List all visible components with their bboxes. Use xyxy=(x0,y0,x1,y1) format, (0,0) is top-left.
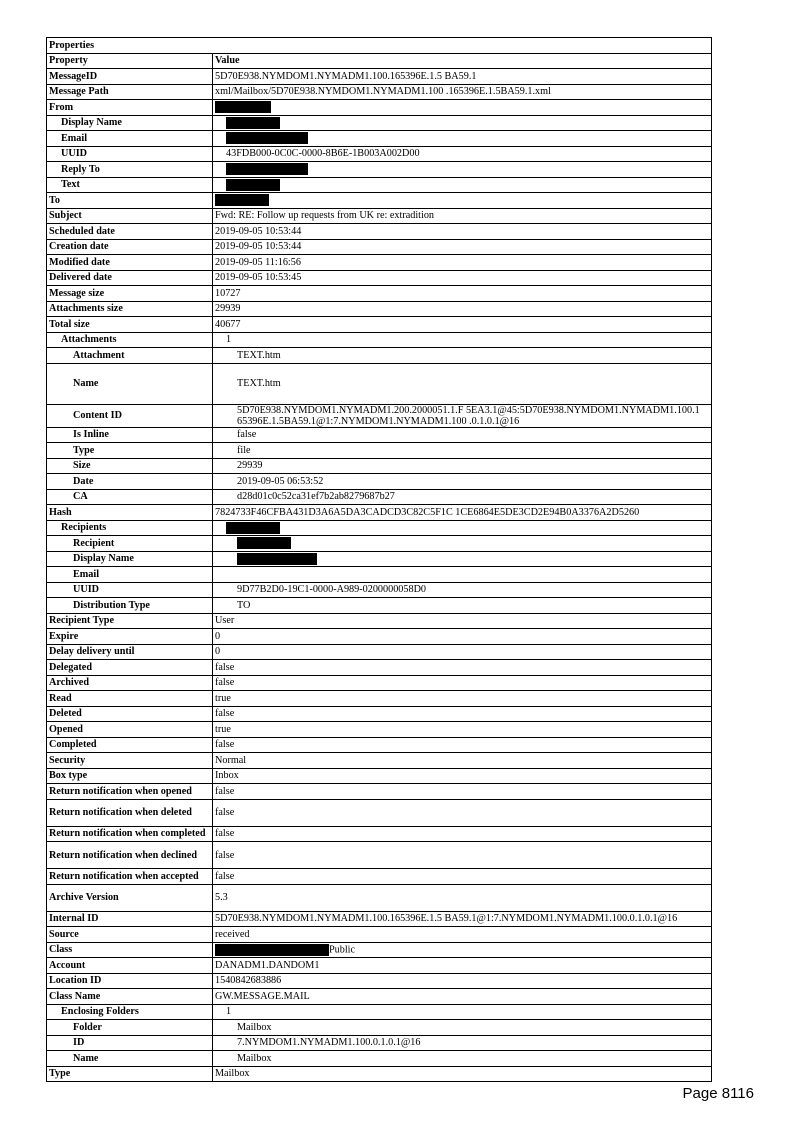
table-row xyxy=(47,317,712,333)
property-value: 40677 xyxy=(213,317,712,333)
property-value: d28d01c0c52ca31ef7b2ab8279687b27 xyxy=(213,489,712,505)
table-row xyxy=(47,799,712,826)
table-row xyxy=(47,613,712,629)
table-row xyxy=(47,737,712,753)
property-value: false xyxy=(213,799,712,826)
table-row xyxy=(47,1066,712,1082)
table-row xyxy=(47,474,712,490)
property-name: Class xyxy=(47,942,213,958)
property-name: Scheduled date xyxy=(47,224,213,240)
table-row xyxy=(47,942,712,958)
property-name: Text xyxy=(47,177,213,193)
property-name: Delivered date xyxy=(47,270,213,286)
property-name: Archived xyxy=(47,675,213,691)
property-name: Message Path xyxy=(47,84,213,100)
table-row xyxy=(47,208,712,224)
table-row xyxy=(47,100,712,116)
property-value: false xyxy=(213,706,712,722)
property-name: UUID xyxy=(47,582,213,598)
property-value: 0 xyxy=(213,629,712,645)
table-row xyxy=(47,536,712,552)
property-value: 5.3 xyxy=(213,884,712,911)
property-name: Attachments size xyxy=(47,301,213,317)
property-name: Creation date xyxy=(47,239,213,255)
page-number: Page 8116 xyxy=(682,1085,754,1102)
property-name: CA xyxy=(47,489,213,505)
property-name: Is Inline xyxy=(47,427,213,443)
property-value: 2019-09-05 10:53:45 xyxy=(213,270,712,286)
table-row xyxy=(47,826,712,842)
property-name: Name xyxy=(47,1051,213,1067)
property-value: Mailbox xyxy=(213,1020,712,1036)
property-value: DANADM1.DANDOM1 xyxy=(213,958,712,974)
redacted-value xyxy=(213,193,712,209)
redaction-box xyxy=(226,522,280,534)
table-row xyxy=(47,177,712,193)
table-row xyxy=(47,675,712,691)
property-value: TO xyxy=(213,598,712,614)
property-value: false xyxy=(213,784,712,800)
property-name: Return notification when deleted xyxy=(47,799,213,826)
property-value: GW.MESSAGE.MAIL xyxy=(213,989,712,1005)
redaction-box xyxy=(226,117,280,129)
property-value: 29939 xyxy=(213,458,712,474)
property-name: Return notification when opened xyxy=(47,784,213,800)
table-row xyxy=(47,869,712,885)
property-name: Modified date xyxy=(47,255,213,271)
property-value: 5D70E938.NYMDOM1.NYMADM1.100.165396E.1.5 BA59.1@1:7.NYMDOM1.NYMADM1.100.0.1.0.1@16 xyxy=(213,911,712,927)
table-row xyxy=(47,332,712,348)
property-value: TEXT.htm xyxy=(213,348,712,364)
table-row xyxy=(47,505,712,521)
table-row xyxy=(47,255,712,271)
column-header-value: Value xyxy=(213,53,712,69)
property-name: Reply To xyxy=(47,162,213,178)
property-value: 43FDB000-0C0C-0000-8B6E-1B003A002D00 xyxy=(213,146,712,162)
property-value: received xyxy=(213,927,712,943)
property-value: false xyxy=(213,737,712,753)
table-row xyxy=(47,1020,712,1036)
property-value xyxy=(213,567,712,583)
property-name: Account xyxy=(47,958,213,974)
table-row xyxy=(47,224,712,240)
table-row xyxy=(47,691,712,707)
table-row xyxy=(47,989,712,1005)
redacted-value xyxy=(213,100,712,116)
property-value-text: Public xyxy=(329,944,356,956)
property-name: Return notification when completed xyxy=(47,826,213,842)
property-value: Fwd: RE: Follow up requests from UK re: extradition xyxy=(213,208,712,224)
property-name: Content ID xyxy=(47,404,213,427)
property-name: Attachment xyxy=(47,348,213,364)
table-row xyxy=(47,911,712,927)
table-row xyxy=(47,644,712,660)
property-name: Name xyxy=(47,363,213,404)
property-name: Internal ID xyxy=(47,911,213,927)
redaction-box xyxy=(226,163,308,175)
property-name: Class Name xyxy=(47,989,213,1005)
property-name: Return notification when declined xyxy=(47,842,213,869)
property-name: Delay delivery until xyxy=(47,644,213,660)
property-name: Subject xyxy=(47,208,213,224)
table-header-row xyxy=(47,53,712,69)
table-title: Properties xyxy=(47,38,712,54)
property-value: true xyxy=(213,722,712,738)
property-value: false xyxy=(213,427,712,443)
redacted-value xyxy=(213,551,712,567)
table-row xyxy=(47,404,712,427)
property-name: Total size xyxy=(47,317,213,333)
table-row xyxy=(47,131,712,147)
property-value: 1 xyxy=(213,1004,712,1020)
property-value: 9D77B2D0-19C1-0000-A989-0200000058D0 xyxy=(213,582,712,598)
property-name: Recipient Type xyxy=(47,613,213,629)
properties-table xyxy=(46,37,712,1082)
table-row xyxy=(47,598,712,614)
property-name: Email xyxy=(47,131,213,147)
property-value: 7.NYMDOM1.NYMADM1.100.0.1.0.1@16 xyxy=(213,1035,712,1051)
redaction-box xyxy=(215,944,329,956)
property-name: Type xyxy=(47,1066,213,1082)
table-row xyxy=(47,458,712,474)
table-row xyxy=(47,115,712,131)
redacted-value xyxy=(213,115,712,131)
property-name: Opened xyxy=(47,722,213,738)
property-value: Normal xyxy=(213,753,712,769)
property-value: false xyxy=(213,842,712,869)
redaction-box xyxy=(226,179,280,191)
table-row xyxy=(47,958,712,974)
property-name: Delegated xyxy=(47,660,213,676)
property-name: Expire xyxy=(47,629,213,645)
table-row xyxy=(47,768,712,784)
property-value: file xyxy=(213,443,712,459)
property-name: Hash xyxy=(47,505,213,521)
property-name: Box type xyxy=(47,768,213,784)
property-value: Mailbox xyxy=(213,1066,712,1082)
property-name: ID xyxy=(47,1035,213,1051)
property-value: false xyxy=(213,660,712,676)
table-row xyxy=(47,146,712,162)
property-name: To xyxy=(47,193,213,209)
property-name: Return notification when accepted xyxy=(47,869,213,885)
table-row xyxy=(47,270,712,286)
property-value: 2019-09-05 06:53:52 xyxy=(213,474,712,490)
table-row xyxy=(47,1035,712,1051)
property-value: false xyxy=(213,869,712,885)
table-row xyxy=(47,582,712,598)
redacted-value xyxy=(213,177,712,193)
table-row xyxy=(47,69,712,85)
property-name: Folder xyxy=(47,1020,213,1036)
table-row xyxy=(47,489,712,505)
property-value: 0 xyxy=(213,644,712,660)
table-row xyxy=(47,239,712,255)
property-value: false xyxy=(213,826,712,842)
property-name: UUID xyxy=(47,146,213,162)
table-row xyxy=(47,443,712,459)
table-row xyxy=(47,842,712,869)
property-name: Completed xyxy=(47,737,213,753)
table-row xyxy=(47,301,712,317)
property-name: Location ID xyxy=(47,973,213,989)
property-value: 7824733F46CFBA431D3A6A5DA3CADCD3C82C5F1C 1CE6864E5DE3CD2E94B0A3376A2D5260 xyxy=(213,505,712,521)
property-name: Email xyxy=(47,567,213,583)
property-value: 5D70E938.NYMDOM1.NYMADM1.200.2000051.1.F 5EA3.1@45:5D70E938.NYMDOM1.NYMADM1.100.1 65396E.1.5BA59.1@1:7.NYMDOM1.NYMADM1.100 .0.1.0.1@16 xyxy=(213,404,712,427)
property-value: 2019-09-05 10:53:44 xyxy=(213,239,712,255)
table-row xyxy=(47,520,712,536)
table-row xyxy=(47,162,712,178)
property-name: Archive Version xyxy=(47,884,213,911)
property-name: Date xyxy=(47,474,213,490)
table-row xyxy=(47,629,712,645)
redaction-box xyxy=(226,132,308,144)
redacted-value xyxy=(213,520,712,536)
redaction-box xyxy=(237,537,291,549)
table-row xyxy=(47,1051,712,1067)
table-row xyxy=(47,784,712,800)
column-header-property: Property xyxy=(47,53,213,69)
redaction-box xyxy=(215,194,269,206)
property-name: From xyxy=(47,100,213,116)
property-name: Size xyxy=(47,458,213,474)
table-row xyxy=(47,551,712,567)
table-row xyxy=(47,427,712,443)
property-value: User xyxy=(213,613,712,629)
property-value: Mailbox xyxy=(213,1051,712,1067)
property-name: Recipients xyxy=(47,520,213,536)
redacted-value xyxy=(213,536,712,552)
property-name: Deleted xyxy=(47,706,213,722)
table-row xyxy=(47,567,712,583)
property-value: xml/Mailbox/5D70E938.NYMDOM1.NYMADM1.100 .165396E.1.5BA59.1.xml xyxy=(213,84,712,100)
table-row xyxy=(47,927,712,943)
property-value: 2019-09-05 11:16:56 xyxy=(213,255,712,271)
redacted-value xyxy=(213,131,712,147)
property-value: 10727 xyxy=(213,286,712,302)
redaction-box xyxy=(237,553,317,565)
property-name: Display Name xyxy=(47,551,213,567)
property-value: TEXT.htm xyxy=(213,363,712,404)
property-value: true xyxy=(213,691,712,707)
property-name: Recipient xyxy=(47,536,213,552)
table-row xyxy=(47,884,712,911)
property-value: 1540842683886 xyxy=(213,973,712,989)
property-name: Read xyxy=(47,691,213,707)
property-name: Message size xyxy=(47,286,213,302)
property-name: Display Name xyxy=(47,115,213,131)
property-name: MessageID xyxy=(47,69,213,85)
property-value: 29939 xyxy=(213,301,712,317)
property-name: Attachments xyxy=(47,332,213,348)
property-value: 5D70E938.NYMDOM1.NYMADM1.100.165396E.1.5 BA59.1 xyxy=(213,69,712,85)
table-row xyxy=(47,363,712,404)
table-row xyxy=(47,286,712,302)
property-name: Enclosing Folders xyxy=(47,1004,213,1020)
property-value: false xyxy=(213,675,712,691)
property-value xyxy=(213,942,712,958)
property-value: 1 xyxy=(213,332,712,348)
property-name: Type xyxy=(47,443,213,459)
property-value: 2019-09-05 10:53:44 xyxy=(213,224,712,240)
table-row xyxy=(47,193,712,209)
table-row xyxy=(47,348,712,364)
table-row xyxy=(47,753,712,769)
property-value: Inbox xyxy=(213,768,712,784)
table-row xyxy=(47,1004,712,1020)
table-row xyxy=(47,660,712,676)
property-name: Security xyxy=(47,753,213,769)
table-row xyxy=(47,706,712,722)
table-row xyxy=(47,722,712,738)
redaction-box xyxy=(215,101,271,113)
property-name: Source xyxy=(47,927,213,943)
redacted-value xyxy=(213,162,712,178)
property-name: Distribution Type xyxy=(47,598,213,614)
table-row xyxy=(47,84,712,100)
table-row xyxy=(47,973,712,989)
table-title-row xyxy=(47,38,712,54)
